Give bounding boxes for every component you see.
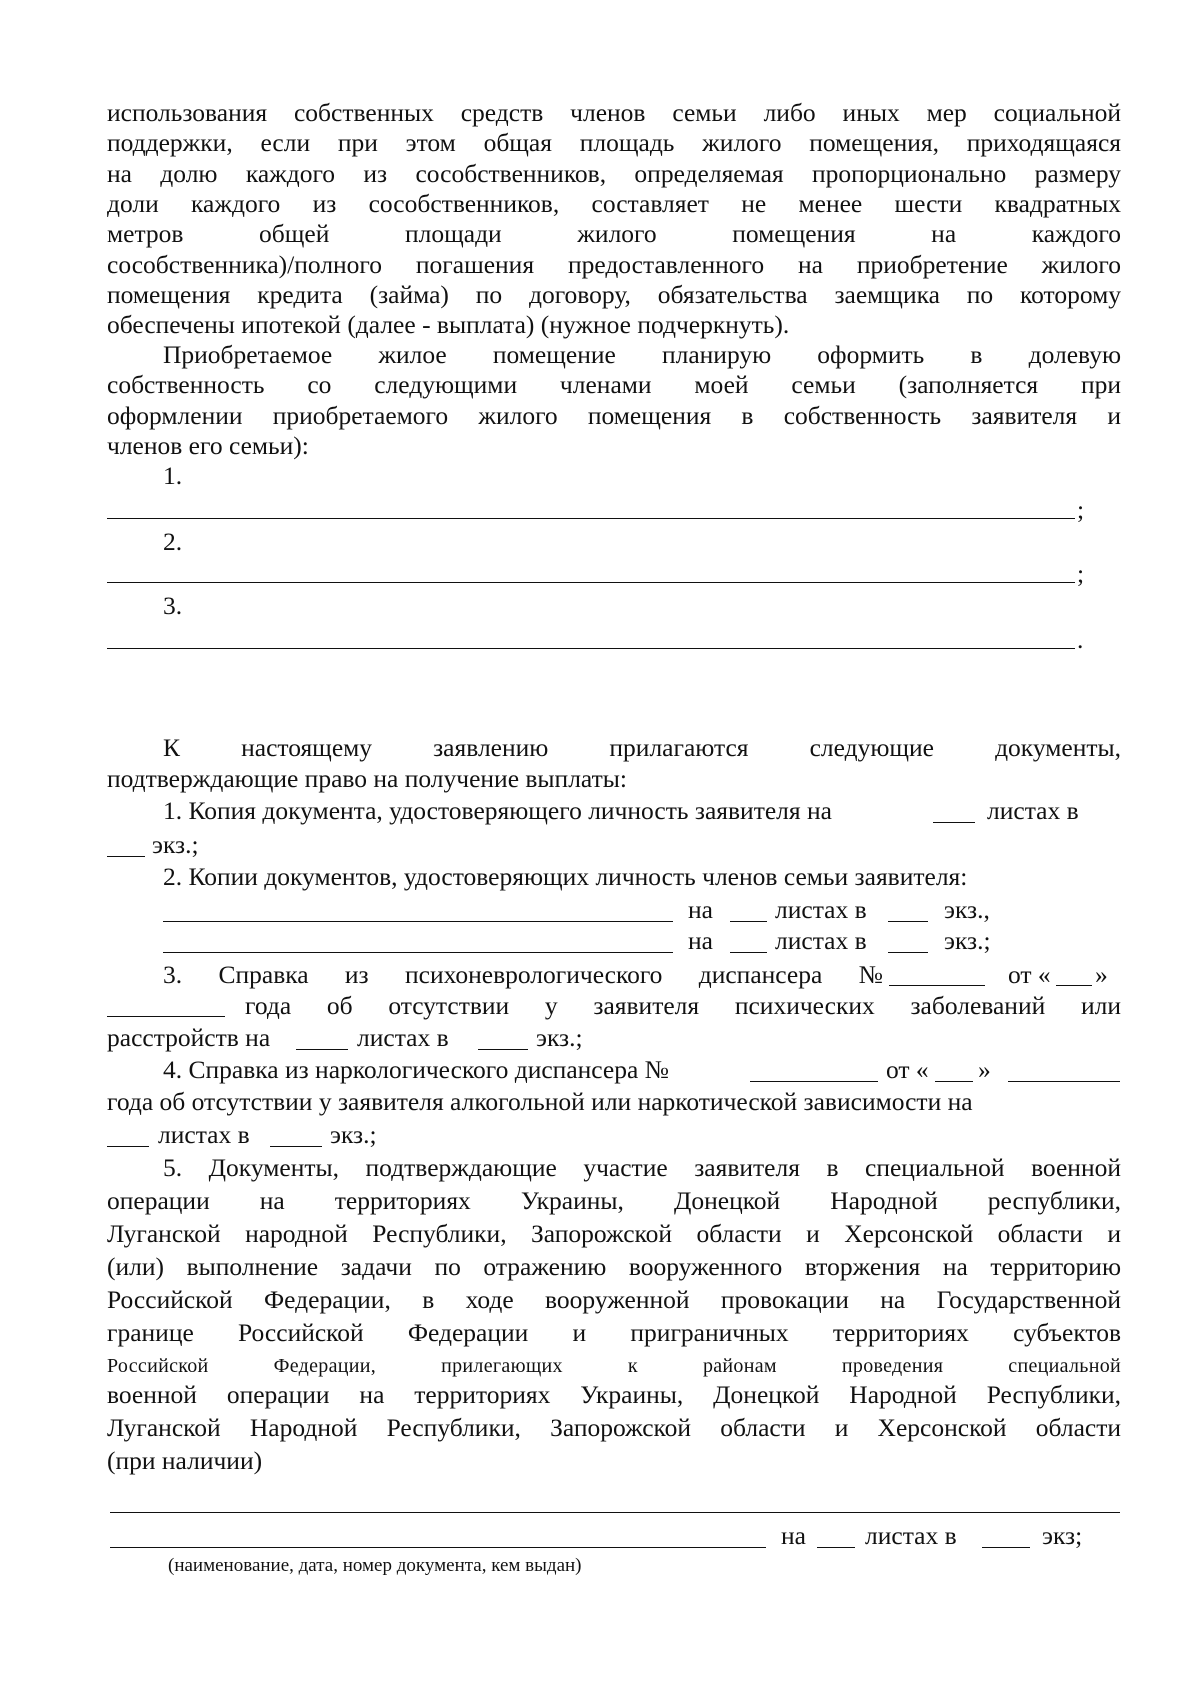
item3-text: года об отсутствии у заявителя психических заболеваний или (245, 991, 1121, 1020)
year-blank[interactable] (107, 1016, 225, 1017)
item3-quote: » (1095, 960, 1108, 989)
docs-intro-line: подтверждающие право на получение выплаты: (107, 764, 627, 793)
item3-sheets: листах в (357, 1023, 449, 1052)
year-blank[interactable] (1008, 1081, 1120, 1082)
member-blank-line[interactable] (107, 582, 1075, 583)
paragraph-line: Приобретаемое жилое помещение планирую оформить в долевую (163, 340, 1121, 369)
member-number: 3. (163, 591, 183, 620)
member-blank-line[interactable] (107, 648, 1075, 649)
item2-title: 2. Копии документов, удостоверяющих личность членов семьи заявителя: (163, 862, 968, 891)
paragraph-line: собственность со следующими членами моей семьи (заполняется при (107, 370, 1121, 399)
item5-line: Луганской Народной Республики, Запорожской области и Херсонской области (107, 1413, 1121, 1442)
item2-on: на (688, 926, 713, 955)
item3-text: 3. Справка из психоневрологического диспансера № (163, 960, 883, 989)
item5-sheets: листах в (865, 1521, 957, 1550)
clinic-number-blank[interactable] (889, 985, 985, 986)
item5-line: операции на территориях Украины, Донецкой Народной республики, (107, 1186, 1121, 1215)
sheets-count-blank[interactable] (107, 1146, 149, 1147)
item1-text: экз.; (152, 830, 199, 859)
item5-line: границе Российской Федерации и приграничных территориях субъектов (107, 1318, 1121, 1347)
docs-intro-line: К настоящему заявлению прилагаются следующие документы, (163, 733, 1121, 762)
document-name-blank[interactable] (163, 952, 673, 953)
document-name-blank[interactable] (110, 1547, 766, 1548)
item4-text: года об отсутствии у заявителя алкогольной или наркотической зависимости на (107, 1087, 973, 1116)
item2-on: на (688, 895, 713, 924)
paragraph-line: сособственника)/полного погашения предоставленного на приобретение жилого (107, 250, 1121, 279)
item3-end: экз.; (536, 1023, 583, 1052)
item5-on: на (781, 1521, 806, 1550)
clinic-number-blank[interactable] (750, 1081, 878, 1082)
copies-count-blank[interactable] (107, 856, 145, 857)
member-line-end: ; (1077, 495, 1085, 524)
item3-from: от « (1008, 960, 1051, 989)
copies-count-blank[interactable] (478, 1049, 528, 1050)
paragraph-line: на долю каждого из сособственников, определяемая пропорционально размеру (107, 159, 1121, 188)
item2-sheets: листах в (775, 926, 867, 955)
member-number: 1. (163, 461, 183, 490)
item2-sheets: листах в (775, 895, 867, 924)
item4-sheets: листах в (158, 1120, 250, 1149)
member-line-end: . (1077, 625, 1084, 654)
item5-line: 5. Документы, подтверждающие участие заявителя в специальной военной (163, 1153, 1121, 1182)
item4-text: 4. Справка из наркологического диспансера № (163, 1055, 670, 1084)
item2-end: экз.; (944, 926, 991, 955)
paragraph-line: доли каждого из сособственников, составляет не менее шести квадратных (107, 189, 1121, 218)
paragraph-line: членов его семьи): (107, 431, 309, 460)
paragraph-line: оформлении приобретаемого жилого помещения в собственность заявителя и (107, 401, 1121, 430)
item5-line: Российской Федерации, прилегающих к районам проведения специальной (107, 1355, 1121, 1377)
sheets-count-blank[interactable] (817, 1547, 855, 1548)
item5-line: военной операции на территориях Украины, Донецкой Народной Республики, (107, 1380, 1121, 1409)
caption: (наименование, дата, номер документа, кем выдан) (168, 1555, 582, 1576)
copies-count-blank[interactable] (982, 1547, 1030, 1548)
member-line-end: ; (1077, 559, 1085, 588)
paragraph-line: использования собственных средств членов семьи либо иных мер социальной (107, 98, 1121, 127)
paragraph-line: поддержки, если при этом общая площадь жилого помещения, приходящаяся (107, 128, 1121, 157)
item4-end: экз.; (330, 1120, 377, 1149)
item5-end: экз; (1042, 1521, 1083, 1550)
sheets-count-blank[interactable] (730, 921, 767, 922)
item5-line: Российской Федерации, в ходе вооруженной провокации на Государственной (107, 1285, 1121, 1314)
sheets-count-blank[interactable] (296, 1049, 348, 1050)
item2-end: экз., (944, 895, 990, 924)
document-name-blank[interactable] (163, 921, 673, 922)
day-blank[interactable] (935, 1081, 973, 1082)
item5-line: Луганской народной Республики, Запорожской области и Херсонской области и (107, 1219, 1121, 1248)
item4-from: от « (886, 1055, 929, 1084)
member-blank-line[interactable] (107, 518, 1075, 519)
item5-line: (при наличии) (107, 1446, 263, 1475)
item4-quote: » (978, 1055, 991, 1084)
day-blank[interactable] (1056, 985, 1092, 986)
paragraph-line: обеспечены ипотекой (далее - выплата) (нужное подчеркнуть). (107, 310, 790, 339)
item3-text: расстройств на (107, 1023, 271, 1052)
member-number: 2. (163, 527, 183, 556)
copies-count-blank[interactable] (888, 952, 928, 953)
sheets-count-blank[interactable] (933, 822, 975, 823)
paragraph-line: метров общей площади жилого помещения на каждого (107, 219, 1121, 248)
document-name-blank[interactable] (110, 1512, 1120, 1513)
copies-count-blank[interactable] (270, 1146, 322, 1147)
sheets-count-blank[interactable] (730, 952, 767, 953)
paragraph-line: помещения кредита (займа) по договору, обязательства заемщика по которому (107, 280, 1121, 309)
item5-line: (или) выполнение задачи по отражению вооруженного вторжения на территорию (107, 1252, 1121, 1281)
item1-text: 1. Копия документа, удостоверяющего личность заявителя на (163, 796, 832, 825)
item1-text: листах в (987, 796, 1079, 825)
copies-count-blank[interactable] (888, 921, 928, 922)
